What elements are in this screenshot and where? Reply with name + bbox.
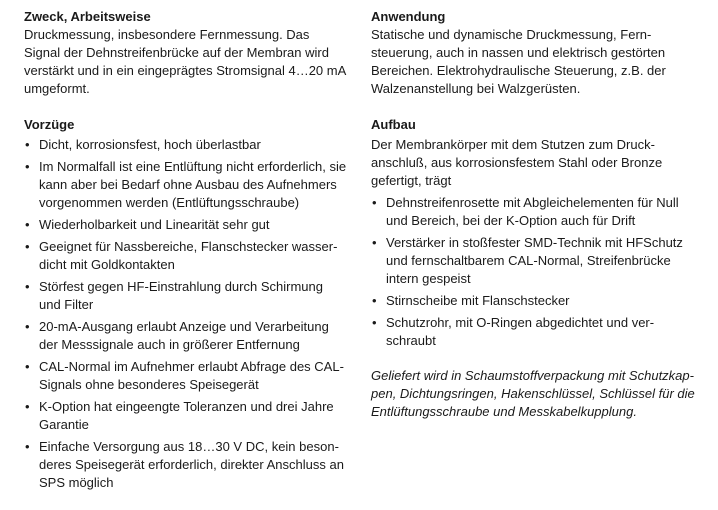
bullet-icon: • xyxy=(25,319,30,334)
bullet-icon: • xyxy=(25,217,30,232)
list-item: • Verstärker in stoßfester SMD-Technik mit HFSchutz und fernschaltbarem CAL-Normal, Streifenbrücke intern gespeist xyxy=(372,235,683,286)
list-item: • K-Option hat eingeengte Toleranzen und drei Jahre Garantie xyxy=(25,399,334,432)
list-item: • Geeignet für Nassbereiche, Flanschstecker wasser- dicht mit Goldkontakten xyxy=(25,239,338,272)
section-aufbau xyxy=(371,116,707,421)
bullet-icon: • xyxy=(25,159,30,174)
text-anwendung: Statische und dynamische Druckmessung, Fern- steuerung, auch in nassen und elektrisch gestörten Bereichen. Elektrohydraulische Steuerung, z.B. der Walzenanstellung bei Walzgerüsten. xyxy=(371,27,666,96)
right-column xyxy=(371,8,707,439)
delivery-note: Geliefert wird in Schaumstoffverpackung mit Schutzkap- pen, Dichtungsringen, Hakenschlüssel, Schlüssel für die Entlüftungsschraube und Messkabelkupplung. xyxy=(371,368,695,419)
list-item: • Schutzrohr, mit O-Ringen abgedichtet und ver- schraubt xyxy=(372,315,655,348)
bullet-icon: • xyxy=(25,137,30,152)
bullet-icon: • xyxy=(25,239,30,254)
list-item: • Im Normalfall ist eine Entlüftung nicht erforderlich, sie kann aber bei Bedarf ohne Ausbau des Aufnehmers vorgenommen werden (Entlüftungsschraube) xyxy=(25,159,347,210)
bullet-icon: • xyxy=(372,315,377,330)
list-item: • Stirnscheibe mit Flanschstecker xyxy=(372,293,570,308)
bullet-icon: • xyxy=(372,235,377,250)
list-vorzuege xyxy=(24,136,360,492)
bullet-icon: • xyxy=(25,439,30,454)
list-item: • Wiederholbarkeit und Linearität sehr gut xyxy=(25,217,270,232)
bullet-icon: • xyxy=(25,279,30,294)
list-item: • Störfest gegen HF-Einstrahlung durch Schirmung und Filter xyxy=(25,279,323,312)
list-aufbau xyxy=(371,194,707,350)
bullet-icon: • xyxy=(25,399,30,414)
list-item: • Einfache Versorgung aus 18…30 V DC, kein beson- deres Speisegerät erforderlich, direkter Anschluss an SPS möglich xyxy=(25,439,344,490)
section-anwendung xyxy=(371,8,707,98)
bullet-icon: • xyxy=(372,293,377,308)
list-item: • 20-mA-Ausgang erlaubt Anzeige und Verarbeitung der Messsignale auch in größerer Entfernung xyxy=(25,319,329,352)
section-zweck xyxy=(24,8,360,98)
list-item: • Dehnstreifenrosette mit Abgleichelementen für Null und Bereich, bei der K-Option auch für Drift xyxy=(372,195,679,228)
bullet-icon: • xyxy=(372,195,377,210)
text-zweck: Druckmessung, insbesondere Fernmessung. Das Signal der Dehnstreifenbrücke auf der Membran wird verstärkt und in ein eingeprägtes Stromsignal 4…20 mA umgeformt. xyxy=(24,27,347,96)
text-aufbau: Der Membrankörper mit dem Stutzen zum Druck- anschluß, aus korrosionsfestem Stahl oder Bronze gefertigt, trägt xyxy=(371,137,663,188)
bullet-icon: • xyxy=(25,359,30,374)
heading-vorzuege: Vorzüge xyxy=(24,117,75,132)
list-item: • CAL-Normal im Aufnehmer erlaubt Abfrage des CAL- Signals ohne besonderes Speisegerät xyxy=(25,359,344,392)
heading-zweck: Zweck, Arbeitsweise xyxy=(24,9,151,24)
heading-aufbau: Aufbau xyxy=(371,117,416,132)
left-column xyxy=(24,8,360,510)
heading-anwendung: Anwendung xyxy=(371,9,446,24)
section-vorzuege xyxy=(24,116,360,492)
list-item: • Dicht, korrosionsfest, hoch überlastbar xyxy=(25,137,261,152)
